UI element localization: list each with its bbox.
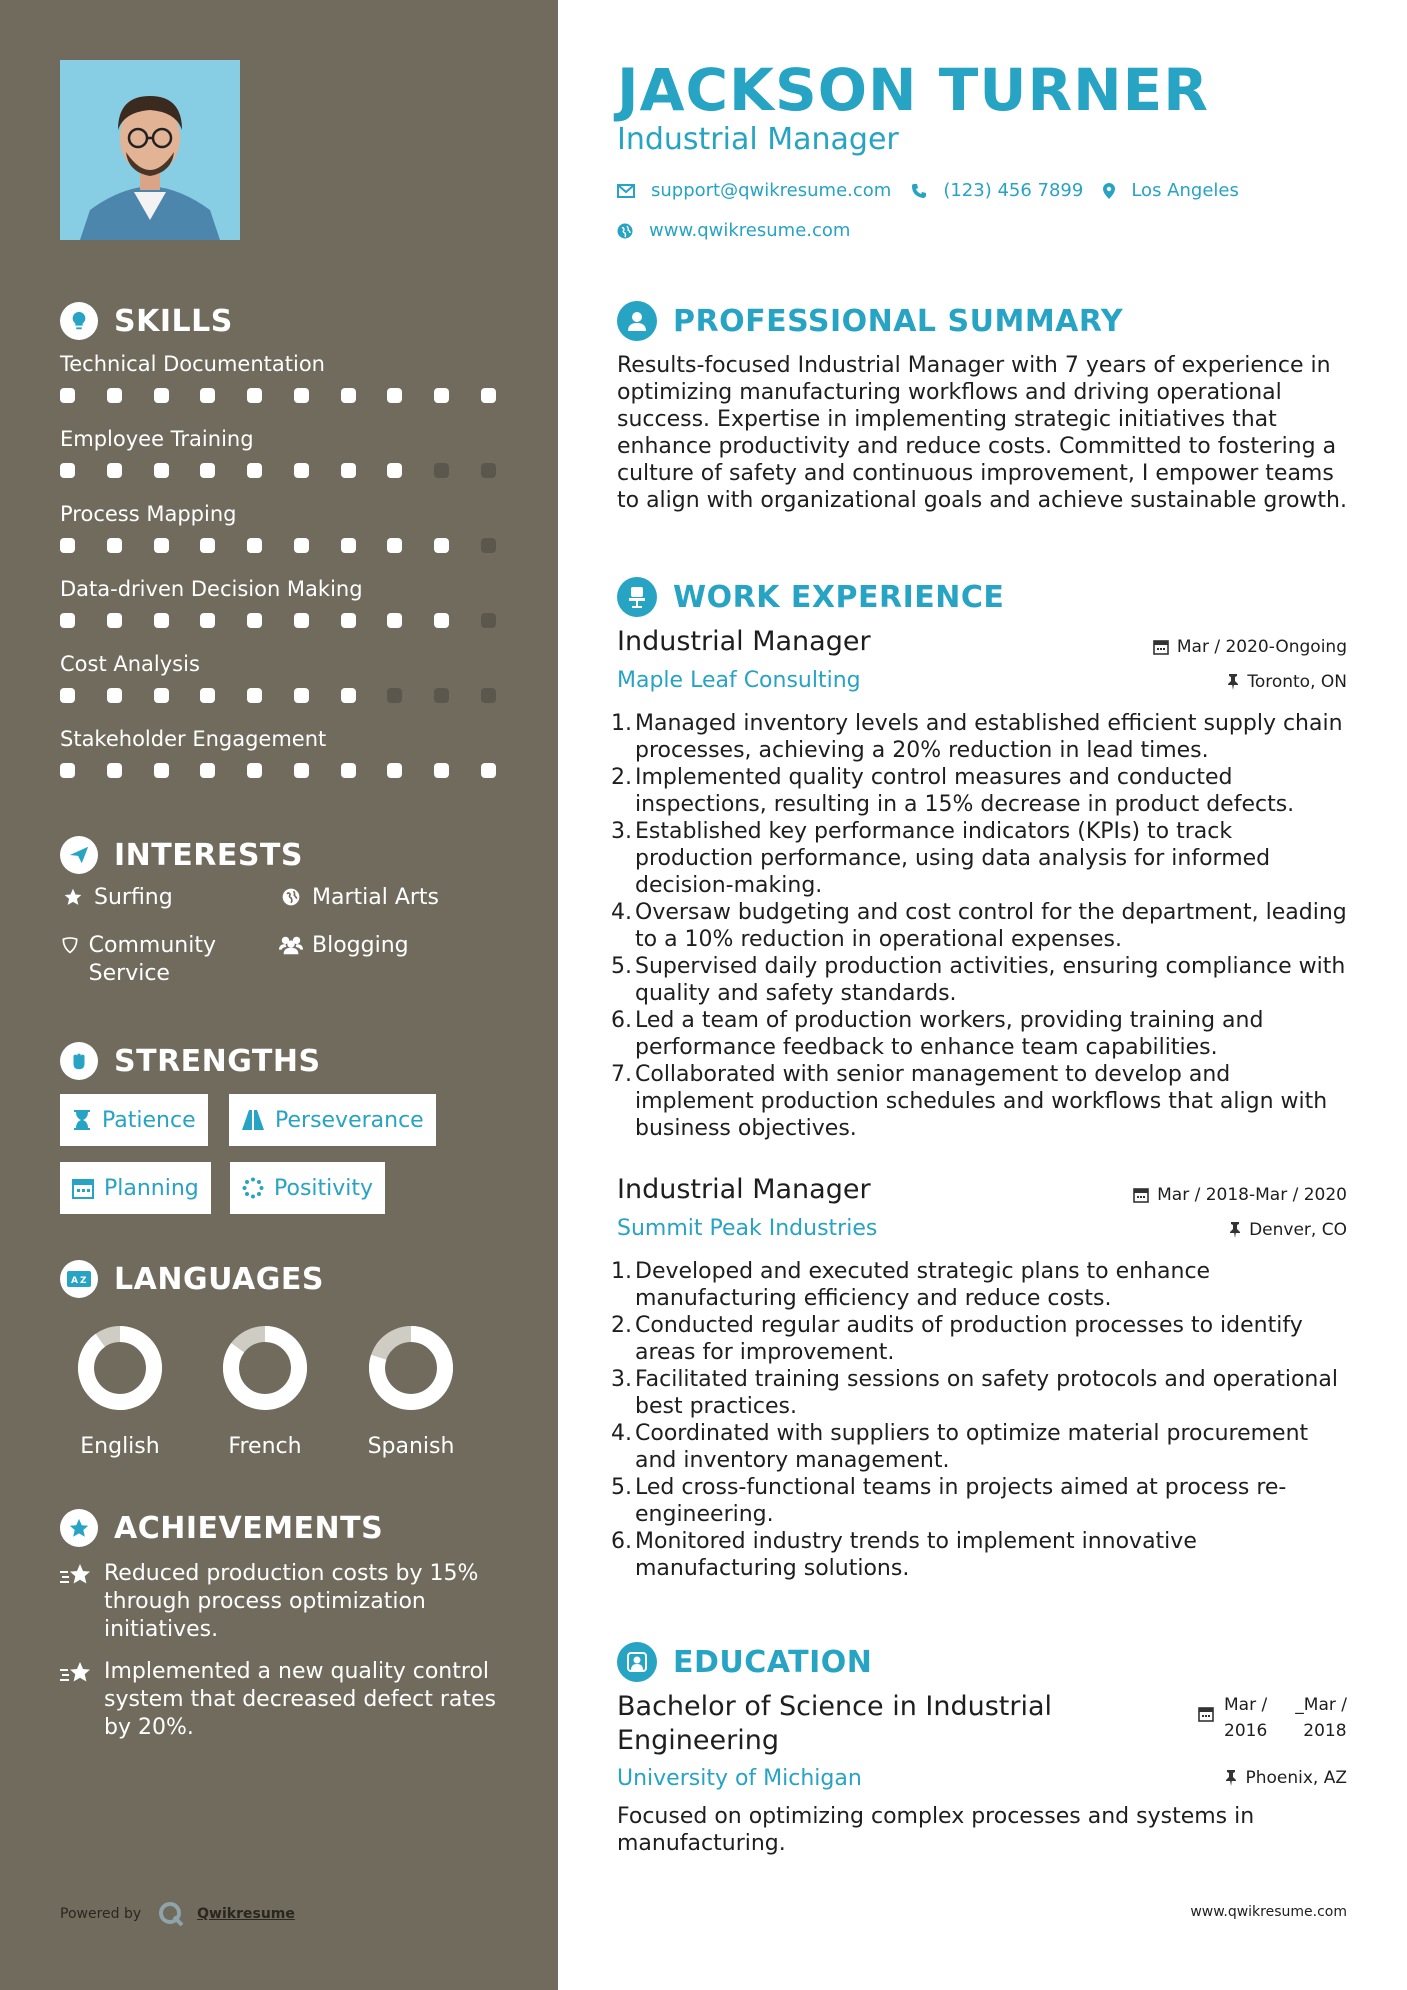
skill-rating-dot	[481, 688, 496, 703]
skill-rating-dot	[247, 688, 262, 703]
job-bullet: 2. Conducted regular audits of production processes to identify areas for improvement.	[611, 1313, 1303, 1365]
skill-rating-dot	[107, 388, 122, 403]
summary-text: Results-focused Industrial Manager with 7 years of experience in optimizing manufacturing workflows and driving operational success. Expertise in implementing strategic initiatives that enhance productivity and reduce costs. Committed to fostering a culture of safety and continuous improvement, I empower teams to align with organizational goals and achieve sustainable growth.	[617, 353, 1347, 513]
skill-rating-dot	[154, 763, 169, 778]
strength-chip-patience: Patience	[60, 1094, 208, 1146]
job-bullet: 3. Established key performance indicators (KPIs) to track production performance, using data analysis for informed decision-making.	[611, 819, 1271, 898]
svg-text:Z: Z	[80, 1276, 87, 1286]
languages-heading: A Z LANGUAGES	[60, 1260, 324, 1298]
interest-item-community-service: Community Service	[60, 932, 260, 988]
skill-name: Technical Documentation	[60, 352, 325, 376]
job-location: Denver, CO	[1229, 1220, 1347, 1240]
job-bullet: 7. Collaborated with senior management to develop and implement production schedules and workflows that align with business objectives.	[611, 1062, 1328, 1141]
skill-rating-dot	[247, 613, 262, 628]
skill-rating-dot	[481, 463, 496, 478]
language-icon	[60, 1260, 98, 1298]
language-item	[346, 1326, 476, 1459]
interest-item-martial-arts: Martial Arts	[278, 884, 439, 912]
spinner-icon	[242, 1177, 264, 1199]
skill-rating-dot	[200, 538, 215, 553]
skill-rating-dot	[481, 388, 496, 403]
skill-rating-dot	[154, 688, 169, 703]
skill-rating	[60, 613, 496, 628]
job-bullet: 3. Facilitated training sessions on safety protocols and operational best practices.	[611, 1367, 1338, 1419]
achievement-item: Implemented a new quality control system that decreased defect rates by 20%.	[60, 1658, 500, 1742]
interest-item-blogging: Blogging	[278, 932, 409, 960]
strengths-heading: STRENGTHS	[60, 1042, 321, 1080]
language-item	[200, 1326, 330, 1459]
skill-rating-dot	[434, 763, 449, 778]
star-badge-icon	[60, 1509, 98, 1547]
website-link[interactable]: www.qwikresume.com	[649, 220, 851, 241]
job-bullet: 5. Led cross-functional teams in projects aimed at process re-engineering.	[611, 1475, 1287, 1527]
skill-item	[60, 425, 500, 478]
skill-rating-dot	[200, 613, 215, 628]
skill-rating-dot	[200, 688, 215, 703]
skill-rating-dot	[107, 688, 122, 703]
email-link[interactable]: support@qwikresume.com	[651, 180, 892, 201]
skill-rating-dot	[294, 388, 309, 403]
skill-rating-dot	[341, 763, 356, 778]
skill-rating-dot	[247, 388, 262, 403]
skill-rating-dot	[200, 763, 215, 778]
skill-rating	[60, 538, 496, 553]
website-row	[617, 220, 850, 241]
skill-item	[60, 350, 500, 403]
interests-heading: INTERESTS	[60, 836, 303, 874]
skill-rating-dot	[294, 613, 309, 628]
job-bullet: 1. Managed inventory levels and established efficient supply chain processes, achieving a 20% reduction in lead times.	[611, 711, 1343, 763]
skill-name: Data-driven Decision Making	[60, 577, 363, 601]
skill-rating-dot	[387, 763, 402, 778]
graduate-icon	[617, 1642, 657, 1682]
skill-rating-dot	[60, 613, 75, 628]
education-start: Mar / 2016	[1224, 1695, 1268, 1741]
phone-icon	[911, 183, 927, 199]
skill-rating-dot	[341, 688, 356, 703]
skill-item	[60, 725, 500, 778]
road-icon	[241, 1110, 265, 1130]
education-dates	[1198, 1692, 1347, 1744]
skill-rating-dot	[341, 388, 356, 403]
skill-rating-dot	[341, 463, 356, 478]
skill-rating	[60, 463, 496, 478]
skill-rating-dot	[247, 763, 262, 778]
job-bullet: 1. Developed and executed strategic plans to enhance manufacturing efficiency and reduce costs.	[611, 1259, 1211, 1311]
experience-heading: WORK EXPERIENCE	[617, 577, 1004, 617]
interest-item-surfing: Surfing	[60, 884, 173, 912]
skill-rating-dot	[294, 763, 309, 778]
qwikresume-logo-icon	[157, 1900, 185, 1928]
fist-icon	[60, 1042, 98, 1080]
skill-rating	[60, 763, 496, 778]
skill-rating-dot	[60, 688, 75, 703]
skill-rating-dot	[387, 688, 402, 703]
contact-row	[617, 180, 1239, 201]
skill-rating-dot	[154, 613, 169, 628]
job-bullets	[611, 710, 1347, 1142]
calendar-icon	[1198, 1706, 1214, 1722]
qwikresume-link[interactable]: Qwikresume	[197, 1906, 295, 1922]
skill-rating-dot	[434, 688, 449, 703]
paper-plane-icon	[60, 836, 98, 874]
user-icon	[617, 301, 657, 341]
skill-name: Employee Training	[60, 427, 254, 451]
skill-rating-dot	[481, 538, 496, 553]
degree-title: Bachelor of Science in Industrial Engineering	[617, 1691, 1053, 1756]
location-text: Los Angeles	[1131, 180, 1239, 201]
skill-rating-dot	[387, 538, 402, 553]
skill-item	[60, 500, 500, 553]
skill-rating-dot	[341, 538, 356, 553]
education-end: _Mar / 2018	[1295, 1695, 1347, 1741]
hourglass-icon	[72, 1109, 92, 1131]
education-location: Phoenix, AZ	[1225, 1768, 1347, 1788]
job-dates: Mar / 2018-Mar / 2020	[1133, 1185, 1347, 1205]
skill-rating-dot	[107, 613, 122, 628]
skill-rating-dot	[107, 538, 122, 553]
skill-rating-dot	[481, 763, 496, 778]
globe-icon	[278, 884, 304, 907]
location-pin-icon	[1103, 183, 1115, 199]
svg-text:A: A	[71, 1276, 78, 1286]
pushpin-icon	[1229, 1222, 1241, 1238]
strength-chip-positivity: Positivity	[230, 1162, 385, 1214]
skill-rating-dot	[434, 613, 449, 628]
language-level-ring	[369, 1326, 453, 1410]
skill-name: Process Mapping	[60, 502, 237, 526]
lightbulb-icon	[60, 302, 98, 340]
skill-name: Cost Analysis	[60, 652, 200, 676]
skill-rating-dot	[200, 388, 215, 403]
skill-rating-dot	[200, 463, 215, 478]
skill-rating-dot	[294, 463, 309, 478]
job-bullet: 6. Monitored industry trends to implement innovative manufacturing solutions.	[611, 1529, 1197, 1581]
skill-rating-dot	[60, 763, 75, 778]
job-company: Summit Peak Industries	[617, 1216, 878, 1241]
chair-icon	[617, 577, 657, 617]
skill-rating-dot	[387, 613, 402, 628]
job-company: Maple Leaf Consulting	[617, 668, 861, 693]
powered-by: Powered by Qwikresume	[60, 1900, 295, 1928]
skill-rating-dot	[60, 388, 75, 403]
shield-outline-icon	[60, 932, 81, 955]
candidate-name: JACKSON TURNER	[617, 56, 1209, 124]
summary-heading: PROFESSIONAL SUMMARY	[617, 301, 1123, 341]
calendar-icon	[72, 1177, 94, 1199]
skill-rating-dot	[481, 613, 496, 628]
shooting-star-icon	[60, 1560, 92, 1592]
skill-name: Stakeholder Engagement	[60, 727, 327, 751]
footer-url[interactable]: www.qwikresume.com	[1190, 1904, 1347, 1920]
envelope-icon	[617, 184, 635, 198]
calendar-icon	[1133, 1187, 1149, 1203]
job-bullet: 6. Led a team of production workers, providing training and performance feedback to enhance team capabilities.	[611, 1008, 1264, 1060]
pushpin-icon	[1225, 1770, 1237, 1786]
skill-rating-dot	[154, 463, 169, 478]
achievements-heading: ACHIEVEMENTS	[60, 1509, 383, 1547]
skill-item	[60, 650, 500, 703]
job-location: Toronto, ON	[1227, 672, 1347, 692]
skill-rating-dot	[154, 388, 169, 403]
shooting-star-icon	[60, 1658, 92, 1690]
skill-rating-dot	[294, 538, 309, 553]
skill-rating-dot	[387, 388, 402, 403]
skill-rating-dot	[60, 463, 75, 478]
sidebar	[0, 0, 558, 1990]
language-name: French	[228, 1434, 302, 1459]
skill-rating-dot	[107, 763, 122, 778]
skill-rating	[60, 688, 496, 703]
job-bullet: 2. Implemented quality control measures and conducted inspections, resulting in a 15% decrease in product defects.	[611, 765, 1295, 817]
achievement-item: Reduced production costs by 15% through process optimization initiatives.	[60, 1560, 500, 1644]
language-name: Spanish	[367, 1434, 455, 1459]
language-level-ring	[78, 1326, 162, 1410]
job-dates: Mar / 2020-Ongoing	[1153, 637, 1347, 657]
pushpin-icon	[1227, 674, 1239, 690]
language-name: English	[80, 1434, 160, 1459]
globe-icon	[617, 223, 633, 239]
job-bullets	[611, 1258, 1347, 1582]
skill-rating-dot	[387, 463, 402, 478]
strength-chip-planning: Planning	[60, 1162, 211, 1214]
skill-rating	[60, 388, 496, 403]
job-title: Industrial Manager	[617, 626, 871, 657]
job-bullet: 4. Coordinated with suppliers to optimize material procurement and inventory management.	[611, 1421, 1309, 1473]
school-name: University of Michigan	[617, 1766, 862, 1791]
skill-rating-dot	[60, 538, 75, 553]
strength-chip-perseverance: Perseverance	[229, 1094, 436, 1146]
calendar-icon	[1153, 639, 1169, 655]
job-bullet: 5. Supervised daily production activities, ensuring compliance with quality and safety standards.	[611, 954, 1346, 1006]
job-bullet: 4. Oversaw budgeting and cost control for the department, leading to a 10% reduction in operational expenses.	[611, 900, 1347, 952]
skill-rating-dot	[247, 538, 262, 553]
skill-rating-dot	[107, 463, 122, 478]
skill-rating-dot	[434, 538, 449, 553]
education-heading: EDUCATION	[617, 1642, 872, 1682]
skill-rating-dot	[341, 613, 356, 628]
language-level-arc	[86, 1334, 154, 1402]
education-description: Focused on optimizing complex processes and systems in manufacturing.	[617, 1804, 1255, 1856]
users-icon	[278, 932, 304, 955]
skill-rating-dot	[154, 538, 169, 553]
skills-heading: SKILLS	[60, 302, 233, 340]
star-icon	[60, 884, 86, 907]
candidate-role: Industrial Manager	[617, 122, 899, 157]
language-level-ring	[223, 1326, 307, 1410]
skill-rating-dot	[434, 463, 449, 478]
language-item	[55, 1326, 185, 1459]
skill-rating-dot	[434, 388, 449, 403]
skill-rating-dot	[247, 463, 262, 478]
profile-photo	[60, 60, 240, 240]
skill-item	[60, 575, 500, 628]
job-title: Industrial Manager	[617, 1174, 871, 1205]
phone-text[interactable]: (123) 456 7899	[943, 180, 1084, 201]
skill-rating-dot	[294, 688, 309, 703]
